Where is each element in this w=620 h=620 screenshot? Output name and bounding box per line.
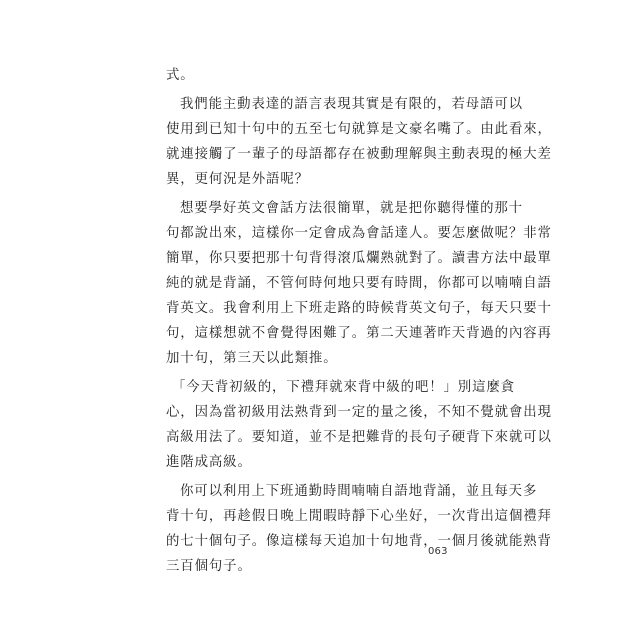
- text-line: 句，這樣想就不會覺得困難了。第二天連著昨天背過的內容再: [166, 326, 552, 341]
- text-line: 純的就是背誦，不管何時何地只要有時間，你都可以喃喃自語: [166, 276, 552, 291]
- text-line: 背英文。我會利用上下班走路的時候背英文句子，每天只要十: [166, 301, 552, 316]
- text-line: 你可以利用上下班通勤時間喃喃自語地背誦，並且每天多: [180, 484, 538, 499]
- text-line: 異，更何況是外語呢？: [166, 172, 309, 187]
- text-line: 加十句，第三天以此類推。: [166, 351, 338, 366]
- text-line: 句都說出來，這樣你一定會成為會話達人。要怎麼做呢？非常: [166, 226, 552, 241]
- text-line: 進階成高級。: [166, 455, 252, 470]
- text-line: 「今天背初級的，下禮拜就來背中級的吧！」別這麼貪: [172, 380, 515, 395]
- text-line: 的七十個句子。像這樣每天追加十句地背，一個月後就能熟背: [166, 534, 552, 549]
- text-line: 我們能主動表達的語言表現其實是有限的，若母語可以: [180, 97, 523, 112]
- text-line: 就連接觸了一輩子的母語都存在被動理解與主動表現的極大差: [166, 147, 552, 162]
- text-line: 想要學好英文會話方法很簡單，就是把你聽得懂的那十: [180, 201, 523, 216]
- text-line: 使用到已知十句中的五至七句就算是文豪名嘴了。由此看來，: [166, 122, 552, 137]
- page-number: 063: [428, 546, 448, 557]
- text-line: 背十句，再趁假日晚上閒暇時靜下心坐好，一次背出這個禮拜: [166, 509, 552, 524]
- text-line: 三百個句子。: [166, 559, 252, 574]
- text-line: 簡單，你只要把那十句背得滾瓜爛熟就對了。讀書方法中最單: [166, 251, 552, 266]
- text-line: 心，因為當初級用法熟背到一定的量之後，不知不覺就會出現: [166, 405, 552, 420]
- text-line: 式。: [166, 68, 195, 83]
- text-line: 高級用法了。要知道，並不是把難背的長句子硬背下來就可以: [166, 430, 552, 445]
